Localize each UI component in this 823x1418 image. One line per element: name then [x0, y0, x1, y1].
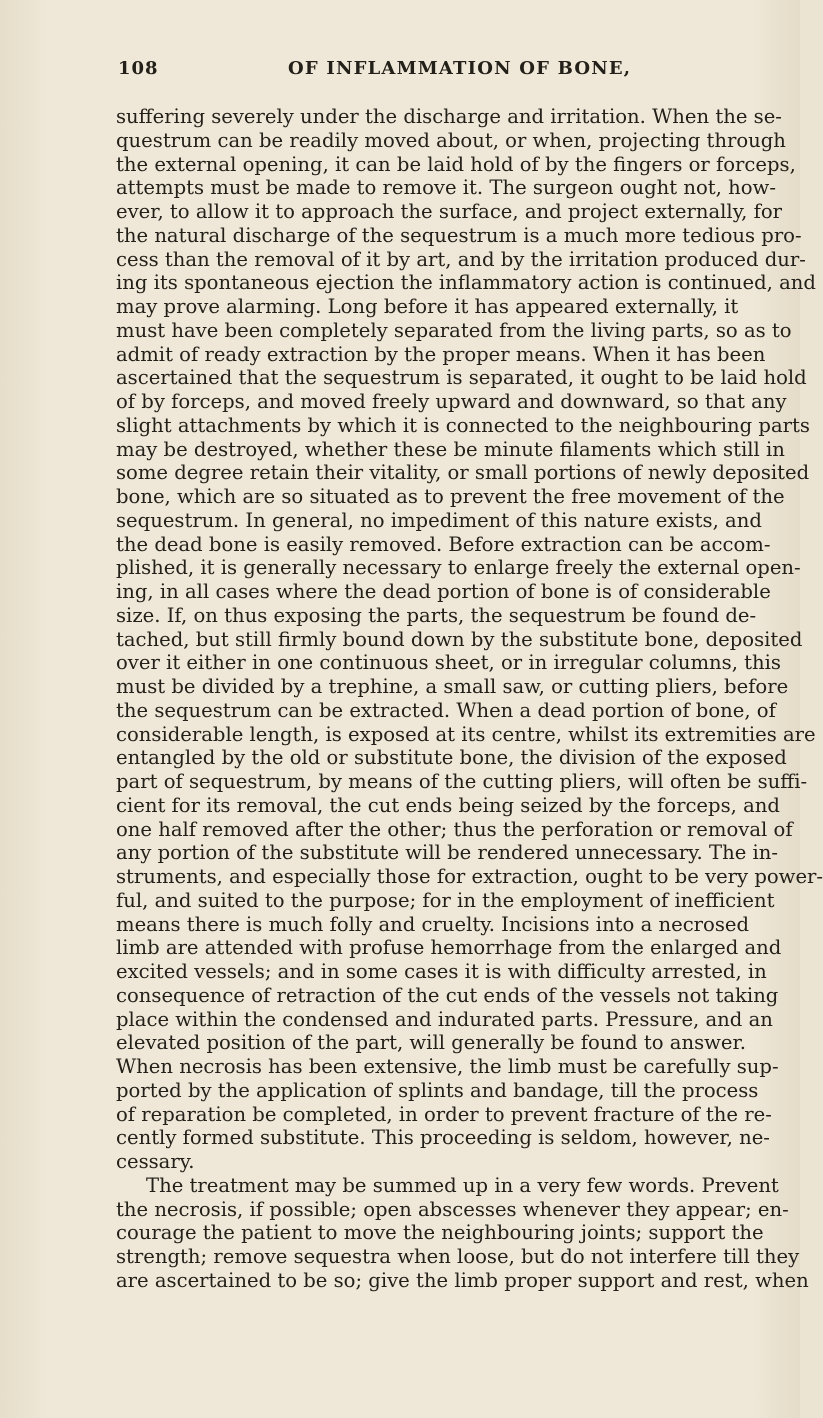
page-number: 108: [118, 58, 159, 79]
text-line: suffering severely under the discharge and irritation. When the se-: [116, 105, 782, 128]
text-line: elevated position of the part, will generally be found to answer.: [116, 1031, 746, 1055]
paragraph-start-line: The treatment may be summed up in a very few words. Prevent: [146, 1173, 779, 1197]
running-title: OF INFLAMMATION OF BONE,: [288, 58, 632, 79]
text-line: are ascertained to be so; give the limb proper support and rest, when: [116, 1268, 809, 1292]
text-line: one half removed after the other; thus the perforation or removal of: [116, 817, 793, 841]
text-line: ful, and suited to the purpose; for in the employment of inefficient: [116, 888, 775, 912]
text-line: may prove alarming. Long before it has appeared externally, it: [116, 295, 739, 318]
text-line: the dead bone is easily removed. Before extraction can be accom-: [116, 532, 771, 556]
text-line: the sequestrum can be extracted. When a dead portion of bone, of: [116, 698, 776, 722]
text-line: must have been completely separated from the living parts, so as to: [116, 318, 792, 342]
text-line: ing, in all cases where the dead portion of bone is of considerable: [116, 580, 771, 603]
text-line: the external opening, it can be laid hold of by the fingers or forceps,: [116, 152, 796, 176]
text-line: sequestrum. In general, no impediment of this nature exists, and: [116, 508, 762, 532]
text-line: attempts must be made to remove it. The surgeon ought not, how-: [116, 176, 776, 200]
text-line: courage the patient to move the neighbouring joints; support the: [116, 1221, 764, 1245]
text-line: some degree retain their vitality, or small portions of newly deposited: [116, 461, 810, 485]
text-line: bone, which are so situated as to prevent the free movement of the: [116, 485, 785, 508]
text-line: size. If, on thus exposing the parts, the sequestrum be found de-: [116, 603, 757, 627]
text-line: When necrosis has been extensive, the limb must be carefully sup-: [116, 1055, 779, 1078]
text-line: over it either in one continuous sheet, or in irregular columns, this: [116, 651, 781, 675]
text-line: ported by the application of splints and bandage, till the process: [116, 1078, 759, 1102]
text-line: the necrosis, if possible; open abscesses whenever they appear; en-: [116, 1197, 789, 1221]
text-line: place within the condensed and indurated parts. Pressure, and an: [116, 1007, 773, 1031]
text-line: ever, to allow it to approach the surface, and project externally, for: [116, 200, 783, 223]
running-head: [118, 58, 718, 88]
text-line: any portion of the substitute will be rendered unnecessary. The in-: [116, 841, 779, 865]
text-line: plished, it is generally necessary to enlarge freely the external open-: [116, 556, 801, 580]
text-line: means there is much folly and cruelty. Incisions into a necrosed: [116, 912, 750, 936]
text-line: cess than the removal of it by art, and by the irritation produced dur-: [116, 247, 806, 271]
text-line: admit of ready extraction by the proper means. When it has been: [116, 342, 766, 366]
text-line: limb are attended with profuse hemorrhage from the enlarged and: [116, 936, 782, 960]
paragraph-end-line: cessary.: [116, 1150, 195, 1173]
text-line: cently formed substitute. This proceeding is seldom, however, ne-: [116, 1126, 770, 1150]
text-line: slight attachments by which it is connected to the neighbouring parts: [116, 413, 810, 437]
text-line: must be divided by a trephine, a small saw, or cutting pliers, before: [116, 675, 789, 698]
text-line: of reparation be completed, in order to prevent fracture of the re-: [116, 1102, 772, 1126]
text-line: excited vessels; and in some cases it is with difficulty arrested, in: [116, 960, 767, 983]
text-line: ascertained that the sequestrum is separated, it ought to be laid hold: [116, 366, 807, 390]
text-line: strength; remove sequestra when loose, but do not interfere till they: [116, 1245, 800, 1268]
text-line: the natural discharge of the sequestrum is a much more tedious pro-: [116, 223, 802, 247]
body-text: [116, 105, 823, 1293]
text-line: entangled by the old or substitute bone, the division of the exposed: [116, 746, 787, 770]
text-line: part of sequestrum, by means of the cutting pliers, will often be suffi-: [116, 770, 808, 793]
text-line: cient for its removal, the cut ends being seized by the forceps, and: [116, 793, 780, 817]
text-line: consequence of retraction of the cut ends of the vessels not taking: [116, 983, 779, 1007]
text-line: considerable length, is exposed at its centre, whilst its extremities are: [116, 722, 816, 746]
text-line: questrum can be readily moved about, or when, projecting through: [116, 128, 786, 152]
text-line: of by forceps, and moved freely upward and downward, so that any: [116, 390, 787, 413]
text-line: tached, but still firmly bound down by the substitute bone, deposited: [116, 627, 803, 651]
text-line: ing its spontaneous ejection the inflammatory action is continued, and: [116, 271, 816, 295]
text-line: may be destroyed, whether these be minute filaments which still in: [116, 437, 785, 461]
text-line: struments, and especially those for extraction, ought to be very power-: [116, 865, 823, 888]
